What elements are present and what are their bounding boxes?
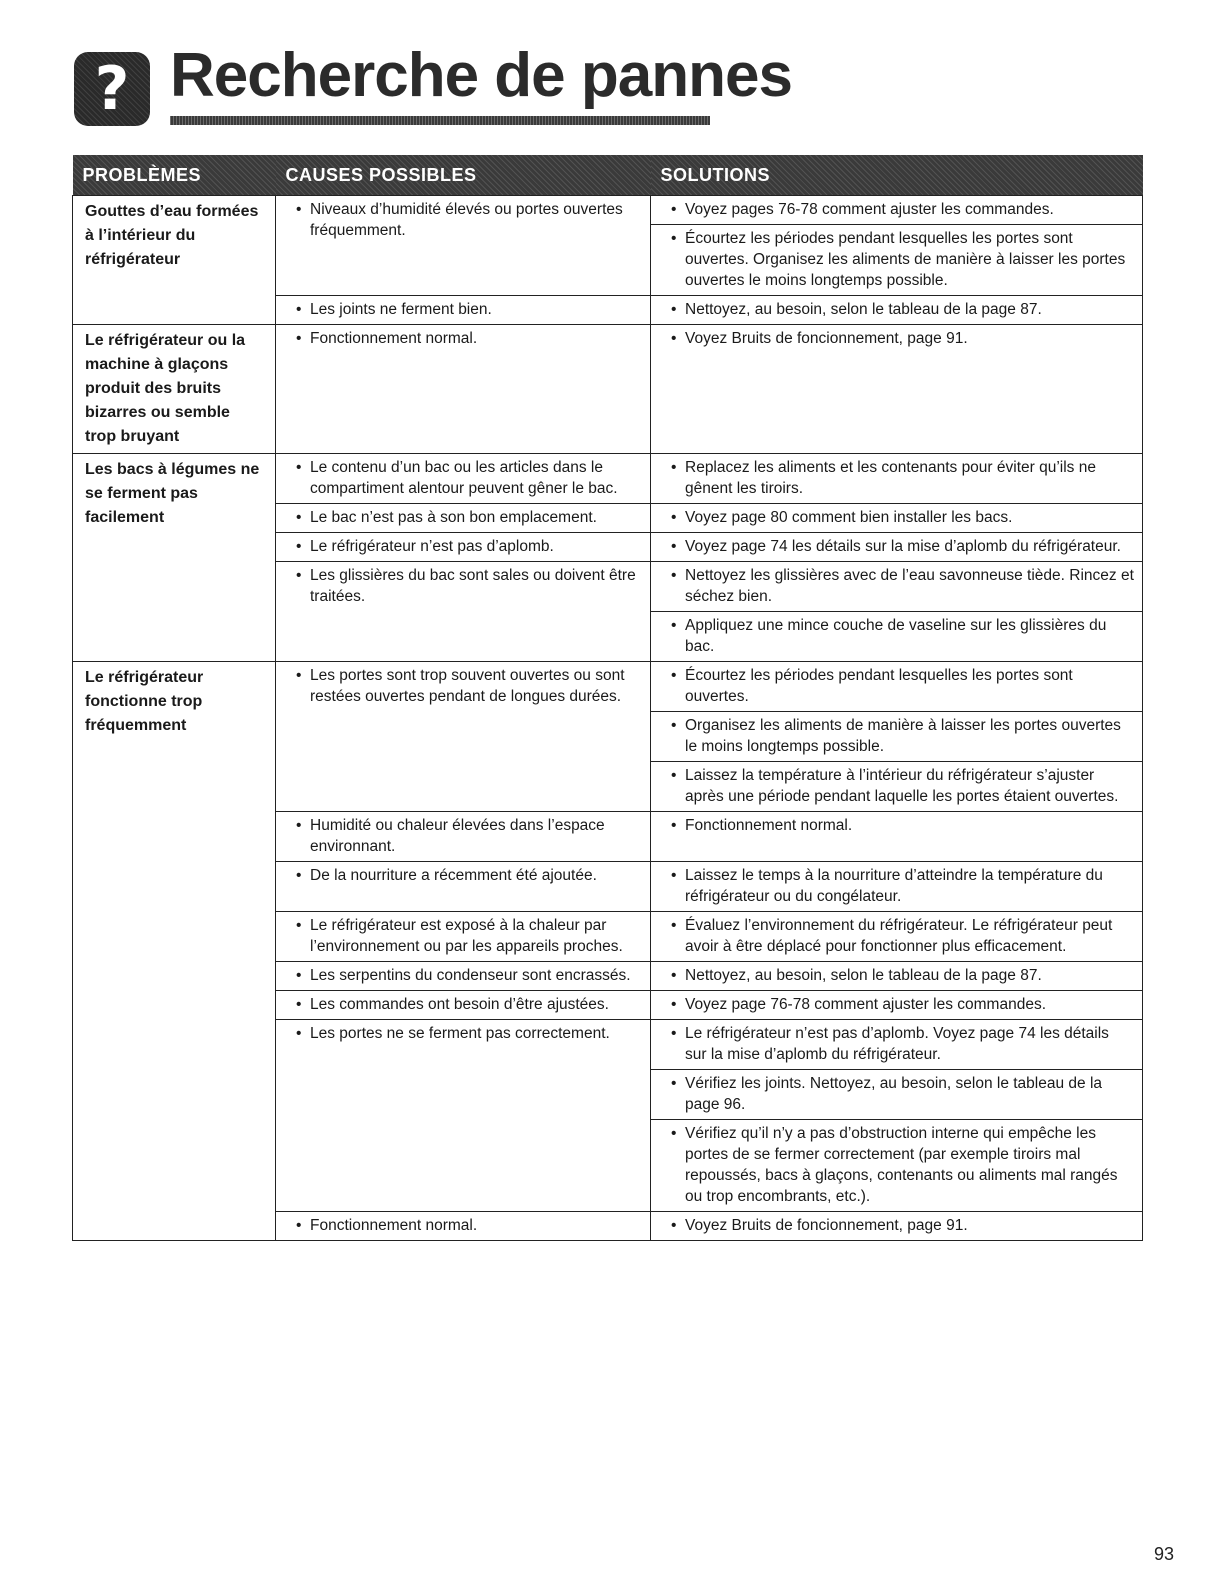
problem-cell: Le réfrigérateur fonctionne trop fréquemment: [73, 662, 276, 1241]
cause-cell: • Les portes ne se ferment pas correctement.: [276, 1020, 651, 1212]
solution-cell: • Écourtez les périodes pendant lesquelles les portes sont ouvertes. Organisez les aliments de manière à laisser les portes ouvertes le moins longtemps possible.: [651, 225, 1143, 296]
solution-cell: • Nettoyez, au besoin, selon le tableau de la page 87.: [651, 962, 1143, 991]
solution-cell: • Organisez les aliments de manière à laisser les portes ouvertes le moins longtemps possible.: [651, 712, 1143, 762]
cause-cell: • Les commandes ont besoin d’être ajustées.: [276, 991, 651, 1020]
problem-cell: Les bacs à légumes ne se ferment pas facilement: [73, 454, 276, 662]
page-number: 93: [1153, 1544, 1174, 1564]
solution-cell: • Nettoyez, au besoin, selon le tableau de la page 87.: [651, 296, 1143, 325]
solution-cell: • Voyez Bruits de foncionnement, page 91.: [651, 1212, 1143, 1241]
cause-cell: • De la nourriture a récemment été ajoutée.: [276, 862, 651, 912]
table-row: [73, 454, 1143, 504]
solution-cell: • Voyez page 74 les détails sur la mise d’aplomb du réfrigérateur.: [651, 533, 1143, 562]
cause-cell: • Le réfrigérateur est exposé à la chaleur par l’environnement ou par les appareils proches.: [276, 912, 651, 962]
table-header-row: [73, 155, 1143, 196]
solution-cell: • Nettoyez les glissières avec de l’eau savonneuse tiède. Rincez et séchez bien.: [651, 562, 1143, 612]
table-row: [73, 325, 1143, 454]
problem-cell: Gouttes d’eau formées à l’intérieur du réfrigérateur: [73, 196, 276, 325]
solution-cell: • Vérifiez les joints. Nettoyez, au besoin, selon le tableau de la page 96.: [651, 1070, 1143, 1120]
troubleshooting-table-wrap: [72, 155, 1142, 1241]
solution-cell: • Vérifiez qu’il n’y a pas d’obstruction interne qui empêche les portes de se fermer correctement (par exemple tiroirs mal repoussés, bacs à glaçons, contenants ou aliments mal rangés ou trop encombrants, etc.).: [651, 1120, 1143, 1212]
solution-cell: • Écourtez les périodes pendant lesquelles les portes sont ouvertes.: [651, 662, 1143, 712]
cause-cell: • Les portes sont trop souvent ouvertes ou sont restées ouvertes pendant de longues durées.: [276, 662, 651, 812]
cause-cell: • Le réfrigérateur n’est pas d’aplomb.: [276, 533, 651, 562]
cause-cell: • Les glissières du bac sont sales ou doivent être traitées.: [276, 562, 651, 662]
cause-cell: • Fonctionnement normal.: [276, 325, 651, 454]
column-header-causes: CAUSES POSSIBLES: [276, 155, 651, 196]
page-title: Recherche de pannes: [170, 41, 792, 110]
column-header-problems: PROBLÈMES: [73, 155, 276, 196]
solution-cell: • Fonctionnement normal.: [651, 812, 1143, 862]
solution-cell: • Évaluez l’environnement du réfrigérateur. Le réfrigérateur peut avoir à être déplacé pour fonctionner plus efficacement.: [651, 912, 1143, 962]
cause-cell: • Humidité ou chaleur élevées dans l’espace environnant.: [276, 812, 651, 862]
solution-cell: • Voyez page 80 comment bien installer les bacs.: [651, 504, 1143, 533]
column-header-solutions: SOLUTIONS: [651, 155, 1143, 196]
question-mark-icon: ?: [74, 52, 150, 126]
solution-cell: • Laissez la température à l’intérieur du réfrigérateur s’ajuster après une période pendant laquelle les portes étaient ouvertes.: [651, 762, 1143, 812]
solution-cell: • Le réfrigérateur n’est pas d’aplomb. Voyez page 74 les détails sur la mise d’aplomb du réfrigérateur.: [651, 1020, 1143, 1070]
solution-cell: • Appliquez une mince couche de vaseline sur les glissières du bac.: [651, 612, 1143, 662]
cause-cell: • Le contenu d’un bac ou les articles dans le compartiment alentour peuvent gêner le bac.: [276, 454, 651, 504]
cause-cell: • Niveaux d’humidité élevés ou portes ouvertes fréquemment.: [276, 196, 651, 296]
solution-cell: • Replacez les aliments et les contenants pour éviter qu’ils ne gênent les tiroirs.: [651, 454, 1143, 504]
solution-cell: • Laissez le temps à la nourriture d’atteindre la température du réfrigérateur ou du congélateur.: [651, 862, 1143, 912]
solution-cell: • Voyez pages 76-78 comment ajuster les commandes.: [651, 196, 1143, 225]
table-row: [73, 196, 1143, 225]
cause-cell: • Les joints ne ferment bien.: [276, 296, 651, 325]
troubleshooting-table: [72, 155, 1143, 1241]
cause-cell: • Fonctionnement normal.: [276, 1212, 651, 1241]
title-underline: [170, 116, 710, 125]
solution-cell: • Voyez Bruits de foncionnement, page 91.: [651, 325, 1143, 454]
solution-cell: • Voyez page 76-78 comment ajuster les commandes.: [651, 991, 1143, 1020]
problem-cell: Le réfrigérateur ou la machine à glaçons produit des bruits bizarres ou semble trop bruyant: [73, 325, 276, 454]
table-row: [73, 662, 1143, 712]
cause-cell: • Les serpentins du condenseur sont encrassés.: [276, 962, 651, 991]
cause-cell: • Le bac n’est pas à son bon emplacement.: [276, 504, 651, 533]
